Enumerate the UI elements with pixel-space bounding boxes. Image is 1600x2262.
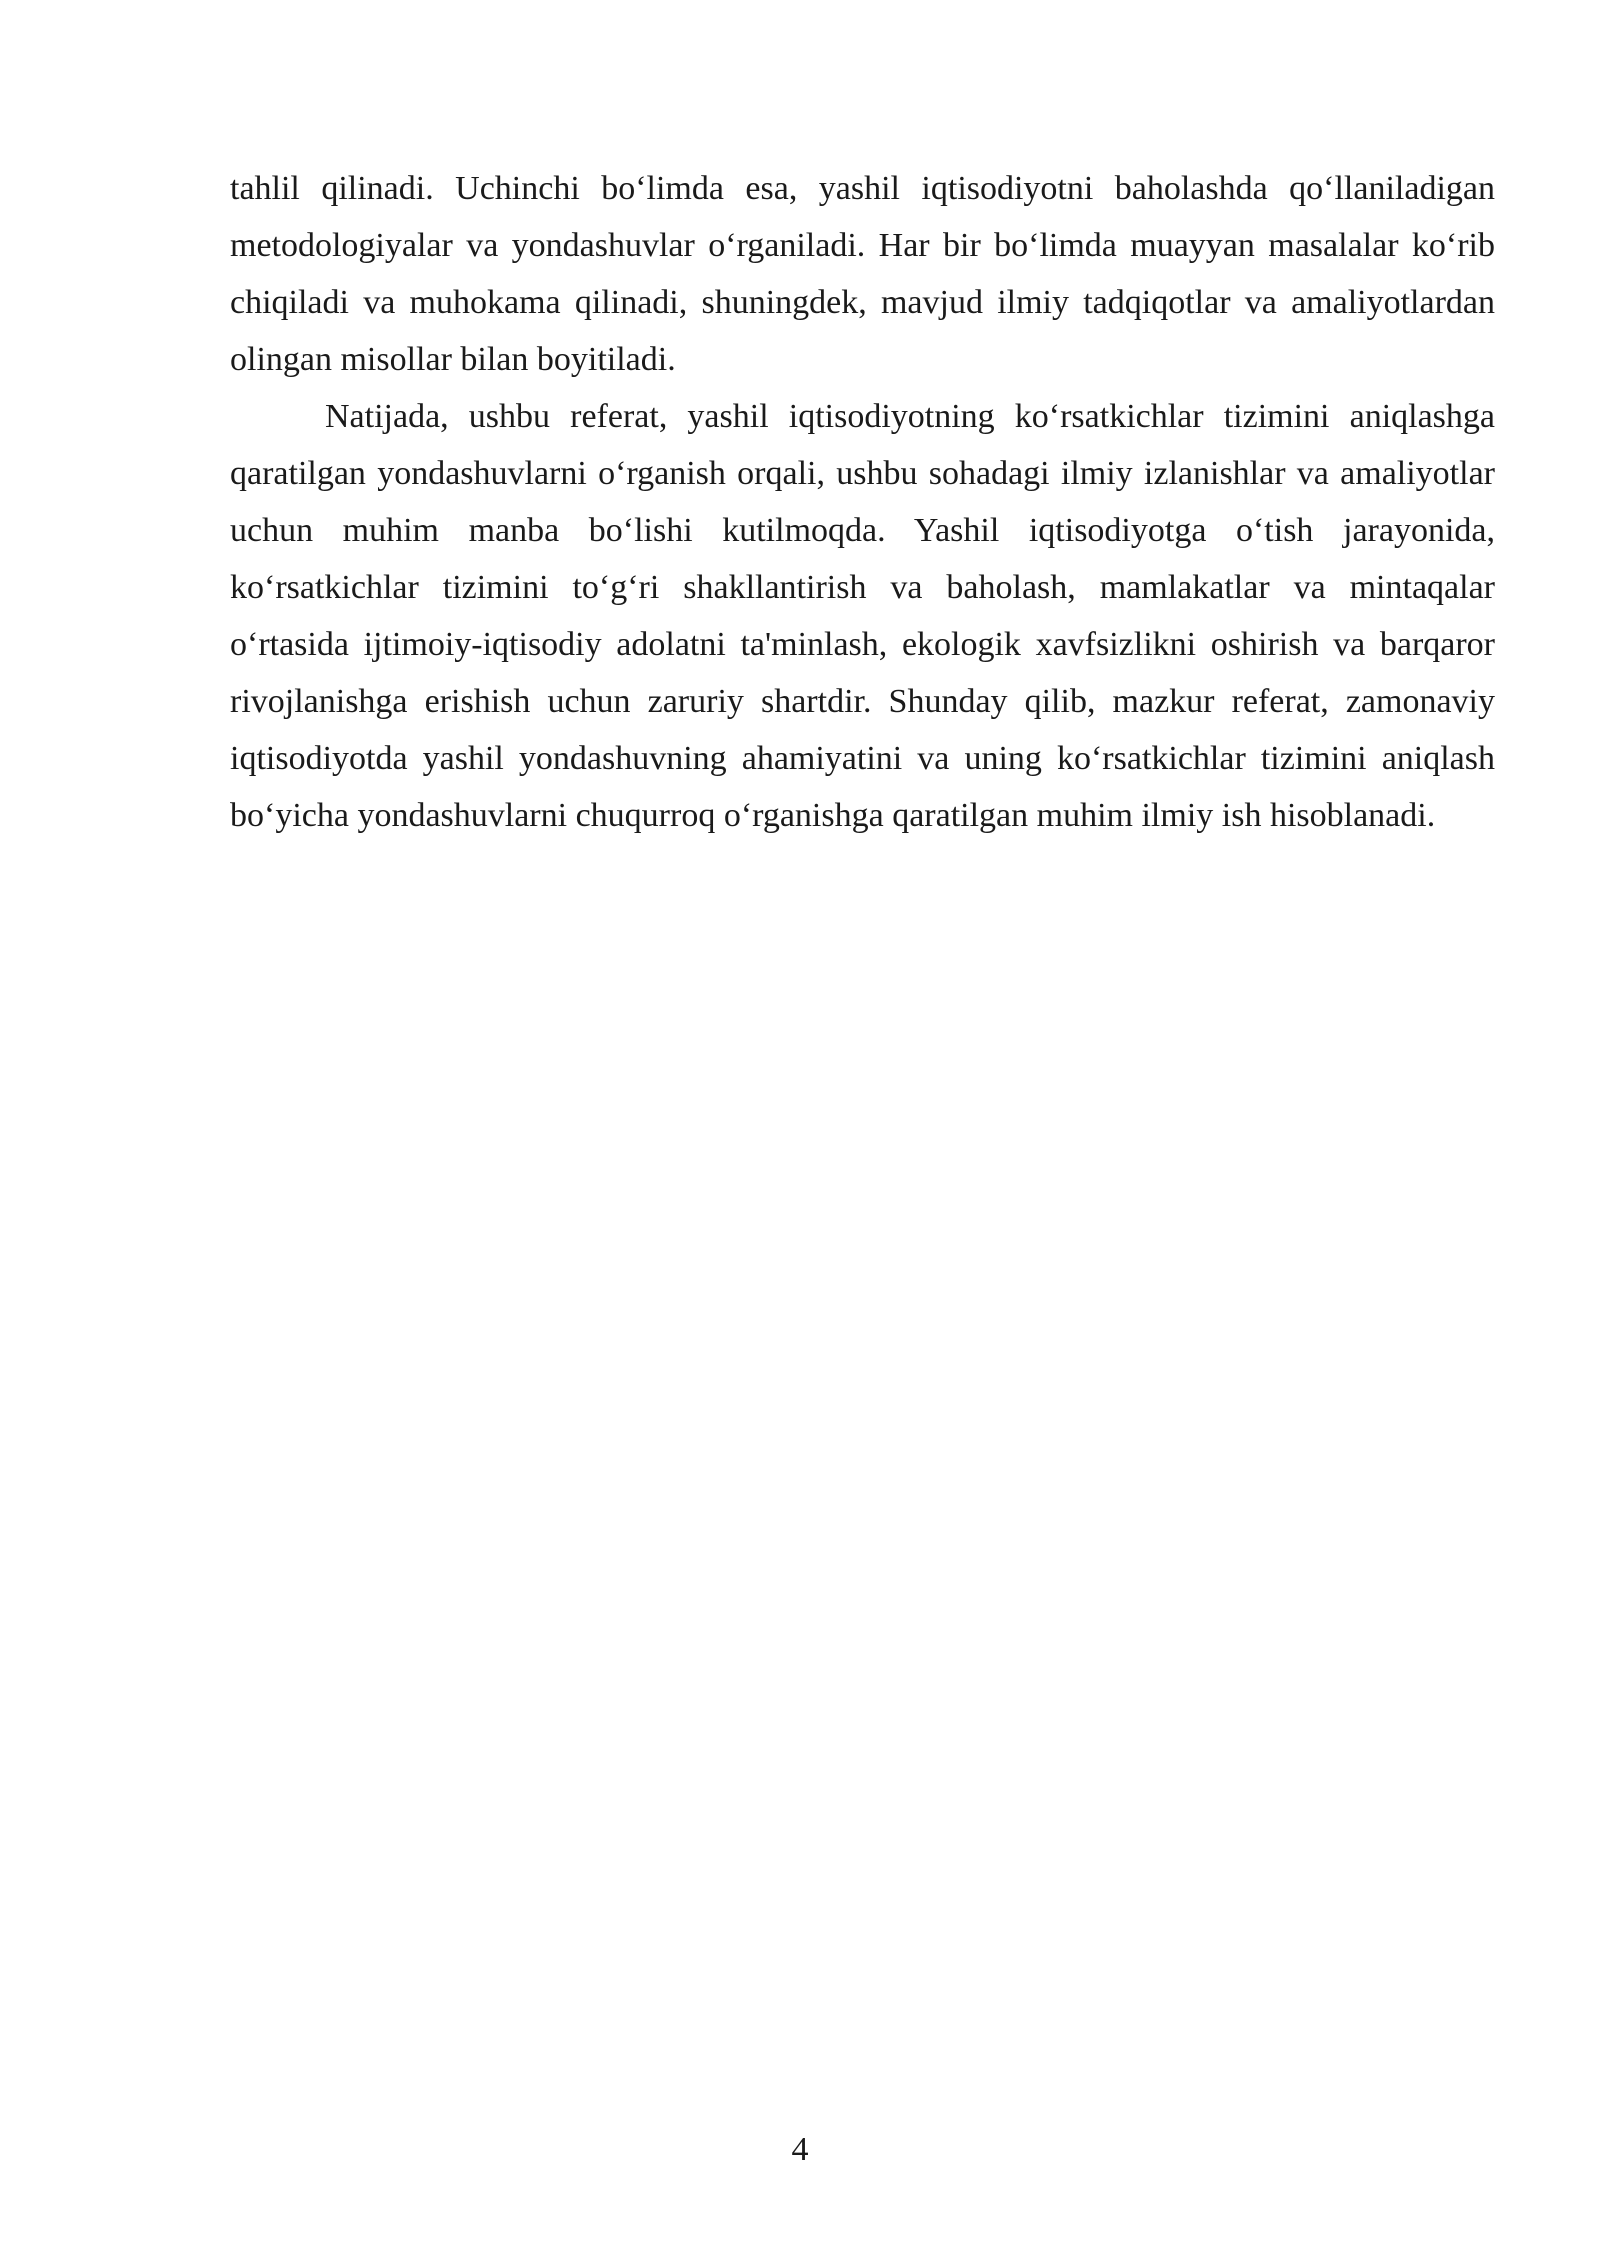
paragraph-continuation: tahlil qilinadi. Uchinchi bo‘limda esa, yashil iqtisodiyotni baholashda qo‘llaniladigan metodologiyalar va yondashuvlar o‘rganiladi. Har bir bo‘limda muayyan masalalar ko‘rib chiqiladi va muhokama qilinadi, shuningdek, mavjud ilmiy tadqiqotlar va amaliyotlardan olingan misollar bilan boyitiladi. — [230, 170, 1495, 378]
body-text — [230, 160, 1495, 844]
page-number: 4 — [791, 2131, 809, 2168]
paragraph-conclusion: Natijada, ushbu referat, yashil iqtisodiyotning ko‘rsatkichlar tizimini aniqlashga qaratilgan yondashuvlarni o‘rganish orqali, ushbu sohadagi ilmiy izlanishlar va amaliyotlar uchun muhim manba bo‘lishi kutilmoqda. Yashil iqtisodiyotga o‘tish jarayonida, ko‘rsatkichlar tizimini to‘g‘ri shakllantirish va baholash, mamlakatlar va mintaqalar o‘rtasida ijtimoiy-iqtisodiy adolatni ta'minlash, ekologik xavfsizlikni oshirish va barqaror rivojlanishga erishish uchun zaruriy shartdir. Shunday qilib, mazkur referat, zamonaviy iqtisodiyotda yashil yondashuvning ahamiyatini va uning ko‘rsatkichlar tizimini aniqlash bo‘yicha yondashuvlarni chuqurroq o‘rganishga qaratilgan muhim ilmiy ish hisoblanadi. — [230, 398, 1495, 834]
